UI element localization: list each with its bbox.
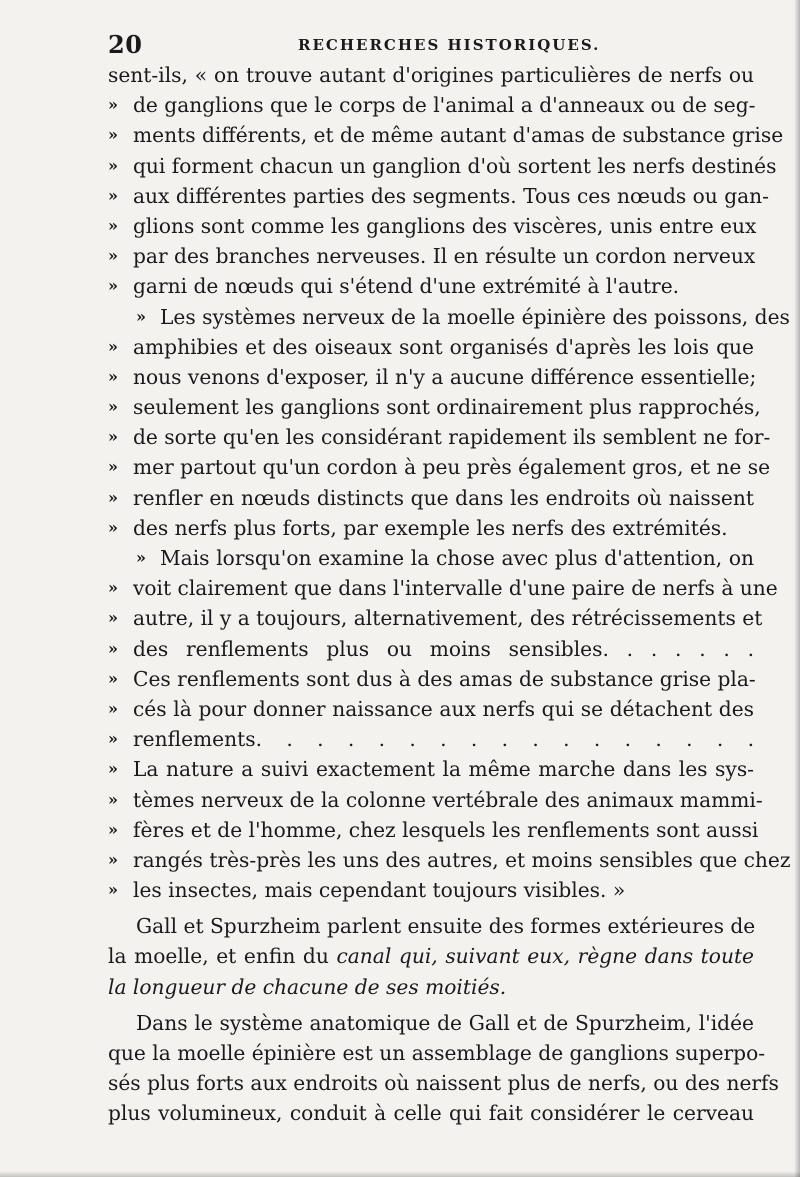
quote-mark: » bbox=[108, 880, 118, 900]
text-line: » qui forment chacun un ganglion d'où sortent les nerfs destinés bbox=[108, 151, 754, 181]
quote-mark: » bbox=[108, 759, 118, 779]
quote-mark: » bbox=[108, 336, 118, 356]
quote-mark: » bbox=[108, 487, 118, 507]
text-line: sés plus forts aux endroits où naissent plus de nerfs, ou des nerfs bbox=[108, 1071, 779, 1096]
quote-mark: » bbox=[108, 457, 118, 477]
quote-mark: » bbox=[108, 155, 118, 175]
text-line: » fères et de l'homme, chez lesquels les renflements sont aussi bbox=[108, 815, 754, 845]
text-line: » rangés très-près les uns des autres, et moins sensibles que chez bbox=[108, 845, 754, 875]
quote-mark: » bbox=[108, 608, 118, 628]
quote-mark: » bbox=[136, 306, 146, 326]
quote-mark: » bbox=[108, 397, 118, 417]
quote-mark: » bbox=[108, 729, 118, 749]
quote-mark: » bbox=[108, 276, 118, 296]
quote-mark: » bbox=[108, 638, 118, 658]
page-header bbox=[108, 30, 768, 60]
text-line: » renflements. . . . . . . . . . . . . . . . . bbox=[108, 724, 754, 754]
text-line: » tèmes nerveux de la colonne vertébrale des animaux mammi- bbox=[108, 785, 754, 815]
quote-mark: » bbox=[108, 819, 118, 839]
italic-text: la longueur de chacune de ses moitiés. bbox=[108, 974, 507, 999]
text-line: » La nature a suivi exactement la même marche dans les sys- bbox=[108, 754, 754, 784]
quote-mark: » bbox=[108, 246, 118, 266]
text-line: » de sorte qu'en les considérant rapidement ils semblent ne for- bbox=[108, 422, 754, 452]
text-line: » autre, il y a toujours, alternativement, des rétrécissements et bbox=[108, 603, 754, 633]
text-line: Gall et Spurzheim parlent ensuite des formes extérieures de bbox=[136, 914, 756, 939]
text-line: Dans le système anatomique de Gall et de Spurzheim, l'idée bbox=[136, 1010, 754, 1035]
text-line: » amphibies et des oiseaux sont organisés d'après les lois que bbox=[108, 332, 754, 362]
quote-mark: » bbox=[108, 366, 118, 386]
text-line: » Les systèmes nerveux de la moelle épinière des poissons, des bbox=[108, 302, 754, 332]
text-line: » les insectes, mais cependant toujours visibles. » bbox=[108, 875, 754, 905]
text-line: » ments différents, et de même autant d'amas de substance grise bbox=[108, 120, 754, 150]
text-line: » voit clairement que dans l'intervalle d'une paire de nerfs à une bbox=[108, 573, 754, 603]
quote-mark: » bbox=[108, 95, 118, 115]
text-line: » des renflements plus ou moins sensibles. . . . . . . bbox=[108, 634, 754, 664]
text-line: plus volumineux, conduit à celle qui fait considérer le cerveau bbox=[108, 1101, 754, 1126]
quote-mark: » bbox=[108, 517, 118, 537]
italic-text: canal qui, suivant eux, règne dans toute bbox=[336, 944, 755, 969]
text-line: » des nerfs plus forts, par exemple les nerfs des extrémités. bbox=[108, 513, 754, 543]
text-line: » mer partout qu'un cordon à peu près également gros, et ne se bbox=[108, 452, 754, 482]
running-head: RECHERCHES HISTORIQUES. bbox=[298, 36, 601, 54]
text-line: » cés là pour donner naissance aux nerfs qui se détachent des bbox=[108, 694, 754, 724]
quote-mark: » bbox=[108, 578, 118, 598]
text-line: » renfler en nœuds distincts que dans les endroits où naissent bbox=[108, 483, 754, 513]
text-line: » seulement les ganglions sont ordinairement plus rapprochés, bbox=[108, 392, 754, 422]
text-line: la moelle, et enfin du canal qui, suivant eux, règne dans toute bbox=[108, 944, 755, 969]
page-body bbox=[108, 60, 791, 1129]
quote-mark: » bbox=[108, 215, 118, 235]
quote-mark: » bbox=[108, 849, 118, 869]
quote-mark: » bbox=[108, 427, 118, 447]
text-line: sent-ils, « on trouve autant d'origines particulières de nerfs ou bbox=[108, 63, 754, 87]
text-line: » garni de nœuds qui s'étend d'une extrémité à l'autre. bbox=[108, 271, 754, 301]
quote-mark: » bbox=[108, 125, 118, 145]
text-line: » par des branches nerveuses. Il en résulte un cordon nerveux bbox=[108, 241, 754, 271]
text-line: » de ganglions que le corps de l'animal a d'anneaux ou de seg- bbox=[108, 90, 754, 120]
text-line: » glions sont comme les ganglions des viscères, unis entre eux bbox=[108, 211, 754, 241]
quote-mark: » bbox=[108, 789, 118, 809]
page-number: 20 bbox=[108, 30, 143, 59]
quote-mark: » bbox=[108, 698, 118, 718]
page-bottom-shadow bbox=[0, 1171, 800, 1177]
text-line: » aux différentes parties des segments. Tous ces nœuds ou gan- bbox=[108, 181, 754, 211]
quote-mark: » bbox=[136, 548, 146, 567]
text-line: » Ces renflements sont dus à des amas de substance grise pla- bbox=[108, 664, 754, 694]
text-line: que la moelle épinière est un assemblage de ganglions superpo- bbox=[108, 1041, 766, 1065]
text-line: » nous venons d'exposer, il n'y a aucune différence essentielle; bbox=[108, 362, 754, 392]
text-line: » Mais lorsqu'on examine la chose avec plus d'attention, on bbox=[108, 543, 754, 573]
quote-mark: » bbox=[108, 668, 118, 688]
quote-mark: » bbox=[108, 185, 118, 205]
page-edge-shadow bbox=[794, 0, 800, 1177]
text-line bbox=[108, 972, 754, 1002]
